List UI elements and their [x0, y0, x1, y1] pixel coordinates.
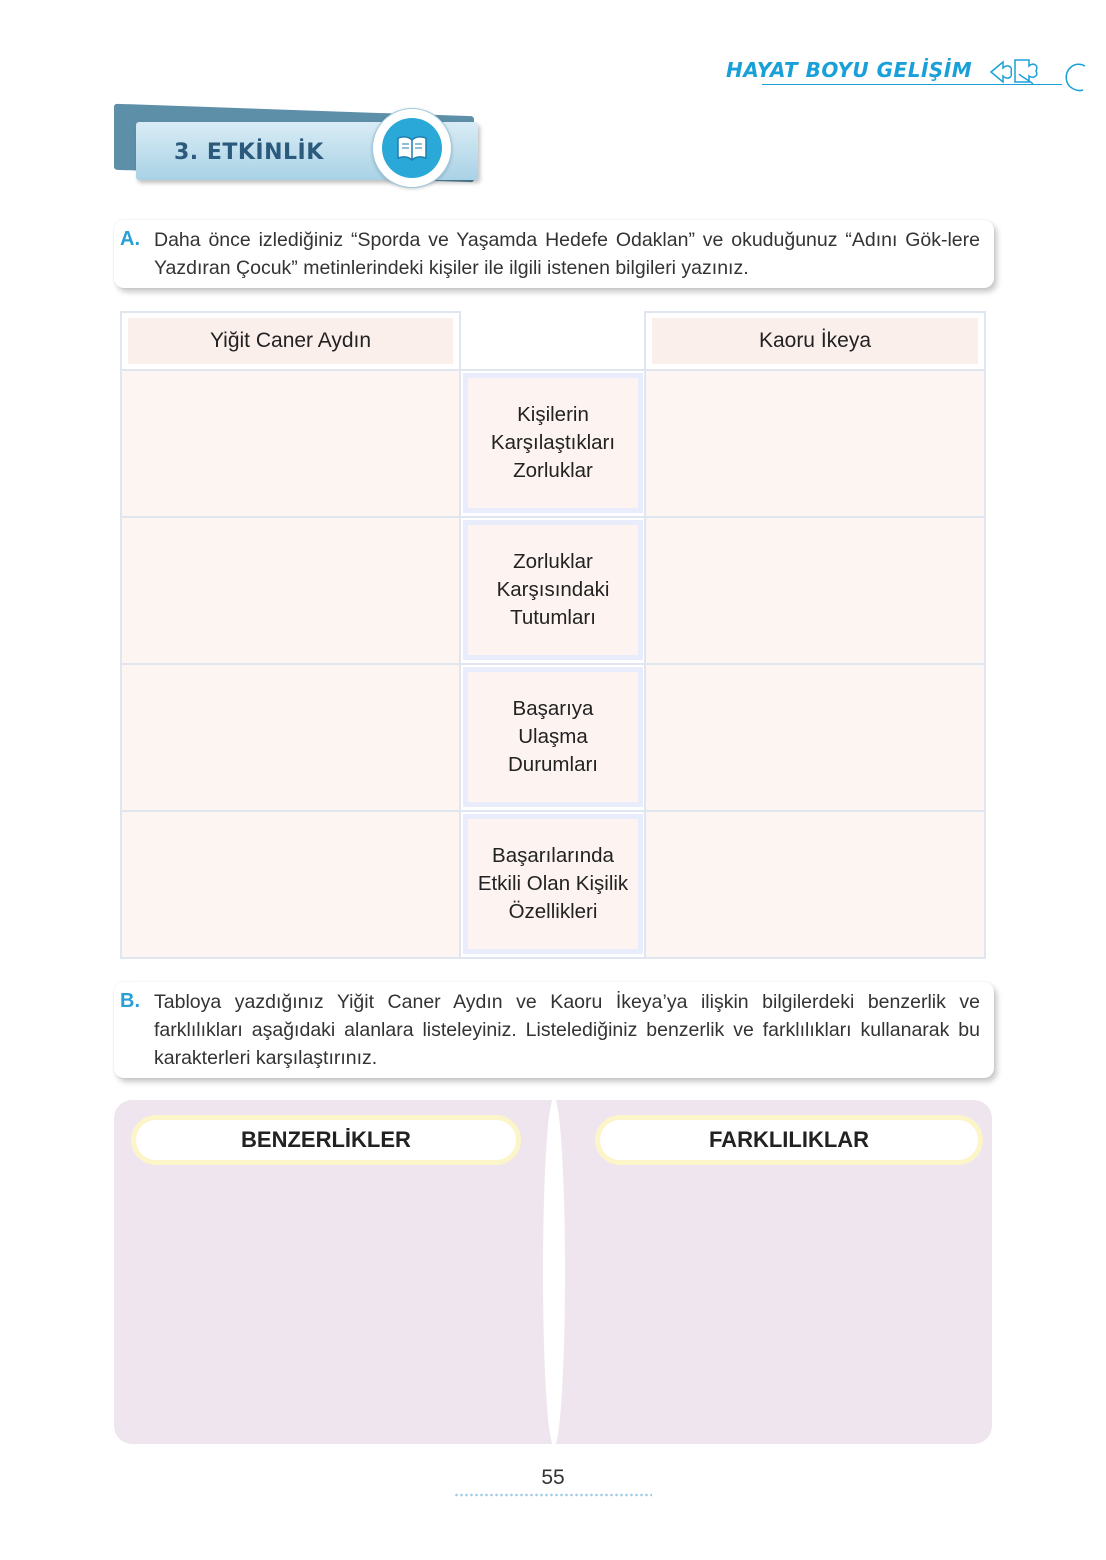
criteria-label-1: Kişilerin Karşılaştıkları Zorluklar: [468, 378, 638, 508]
similarities-title: BENZERLİKLER: [136, 1120, 516, 1160]
column-header-right: Kaoru İkeya: [652, 318, 978, 364]
criteria-label-2: Zorluklar Karşısındaki Tutumları: [468, 525, 638, 655]
similarities-area[interactable]: [124, 1168, 534, 1434]
compare-divider: [543, 1098, 565, 1446]
column-header-left: Yiğit Caner Aydın: [128, 318, 453, 364]
page-number: 55: [541, 1466, 565, 1489]
instruction-b-text: Tabloya yazdığınız Yiğit Caner Aydın ve Kaoru İkeya’ya ilişkin bilgilerdeki benzerlik ve farklılıkları aşağıdaki alanlara listeleyiniz. Listelediğiniz benzerlik ve farklılıkları kullanarak bu karakterleri karşılaştırınız.: [154, 991, 980, 1069]
answer-cell-right-4[interactable]: [644, 810, 986, 959]
puzzle-icon: [985, 44, 1089, 100]
answer-cell-left-4[interactable]: [120, 810, 461, 959]
book-icon: [395, 133, 429, 163]
criteria-label-3: Başarıya Ulaşma Durumları: [468, 672, 638, 802]
page-number-ornament: [454, 1493, 652, 1497]
instruction-b: [114, 982, 994, 1078]
instruction-a-text: Daha önce izlediğiniz “Sporda ve Yaşamda Hedefe Odaklan” ve okuduğunuz “Adını Gök-lere Yazdıran Çocuk” metinlerindeki kişiler ile ilgili istenen bilgileri yazınız.: [154, 229, 980, 279]
answer-cell-right-3[interactable]: [644, 663, 986, 812]
instruction-a: [114, 220, 994, 288]
answer-cell-left-1[interactable]: [120, 369, 461, 518]
instruction-b-letter: B.: [120, 990, 140, 1012]
answer-cell-left-3[interactable]: [120, 663, 461, 812]
answer-cell-right-1[interactable]: [644, 369, 986, 518]
differences-area[interactable]: [574, 1168, 984, 1434]
instruction-a-letter: A.: [120, 228, 140, 250]
differences-title: FARKLILIKLAR: [600, 1120, 978, 1160]
answer-cell-right-2[interactable]: [644, 516, 986, 665]
activity-title: 3. ETKİNLİK: [174, 140, 324, 165]
criteria-label-4: Başarılarında Etkili Olan Kişilik Özellikleri: [468, 819, 638, 949]
series-title: HAYAT BOYU GELİŞİM: [726, 58, 973, 82]
answer-cell-left-2[interactable]: [120, 516, 461, 665]
activity-badge: [372, 108, 452, 188]
